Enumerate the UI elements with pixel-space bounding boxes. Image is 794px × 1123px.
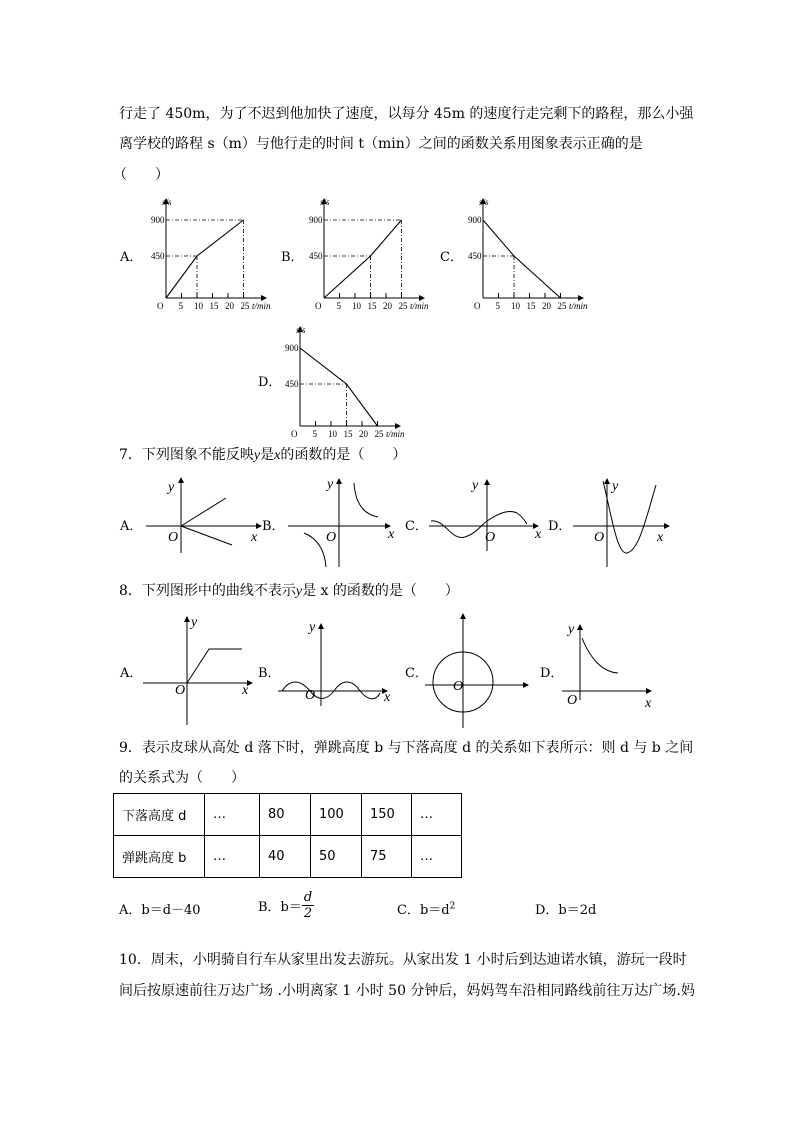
table-cell: … <box>412 794 462 836</box>
q8-option-c-label: C． <box>405 666 428 681</box>
y-tick-900: 900 <box>151 215 165 225</box>
q6-graph-b <box>308 190 448 320</box>
q8-graph-c <box>425 610 540 730</box>
distance-time-line <box>166 220 244 298</box>
origin-label: O <box>485 530 496 545</box>
table-cell: 75 <box>362 836 412 878</box>
y-tick-450: 450 <box>151 251 165 261</box>
x-tick-label: 25 <box>398 301 408 311</box>
origin-label: O <box>326 530 337 545</box>
x-tick-label: 5 <box>178 301 183 311</box>
q7-graph-b <box>282 475 407 570</box>
y-axis-arrow <box>460 613 466 619</box>
q6-line-3: （ ） <box>113 167 169 183</box>
table-cell: 下落高度 d <box>114 794 205 836</box>
y-tick-450: 450 <box>468 251 482 261</box>
q10-line-2: 间后按原速前往万达广场 .小明离家 1 小时 50 分钟后，妈妈驾车沿相同路线前往万达广场.妈 <box>119 983 695 999</box>
origin-label: O <box>175 683 186 698</box>
origin-label: O <box>291 429 298 439</box>
y-axis-label: y <box>327 477 334 492</box>
q6-option-b-label: B． <box>281 250 304 265</box>
y-axis-label: y <box>472 478 479 493</box>
q9-answer-d: D．b＝2d <box>535 903 597 918</box>
q8-graph-b <box>278 613 398 708</box>
y-axis-arrow <box>484 479 490 485</box>
fraction-numerator: d <box>303 890 313 905</box>
table-cell: 40 <box>260 836 311 878</box>
q6-graph-c <box>467 190 607 320</box>
q6-graph-a <box>150 190 290 320</box>
q7-graph-c <box>425 475 555 555</box>
y-axis-arrow <box>184 616 190 622</box>
curve <box>603 481 656 553</box>
q6-option-d-label: D． <box>258 375 282 390</box>
x-tick-label: 20 <box>225 301 234 311</box>
origin-label: O <box>168 530 179 545</box>
y-axis-arrow <box>336 478 342 484</box>
x-axis-label: x <box>388 527 395 542</box>
origin-label: O <box>315 301 322 311</box>
curve <box>582 638 618 673</box>
y-axis-label: y <box>191 615 198 630</box>
q6-option-c-label: C． <box>440 250 463 265</box>
x-axis-arrow <box>523 682 529 688</box>
x-tick-label: 5 <box>312 429 317 439</box>
table-cell: … <box>412 836 462 878</box>
y-axis-label: s/s <box>162 197 172 207</box>
q9-answer-b-prefix: B．b＝ <box>258 900 302 915</box>
q6-line-2: 离学校的路程 s（m）与他行走的时间 t（min）之间的函数关系用图象表示正确的是 <box>119 136 643 152</box>
x-tick-label: 10 <box>194 301 203 311</box>
table-cell: 100 <box>311 794 362 836</box>
q9-answer-c-exponent: 2 <box>449 901 456 912</box>
y-tick-450: 450 <box>285 379 299 389</box>
curve <box>282 682 380 699</box>
distance-time-line <box>300 348 378 426</box>
table-row <box>114 836 462 878</box>
q7-stem <box>119 446 406 465</box>
y-axis-arrow <box>178 477 184 483</box>
q6-graph-d <box>284 318 424 443</box>
q8-graph-a <box>143 613 258 728</box>
x-tick-label: 15 <box>526 301 536 311</box>
curve-upper-branch <box>354 483 378 517</box>
x-tick-label: 20 <box>359 429 368 439</box>
origin-label: O <box>157 301 164 311</box>
x-axis-label: t/min <box>252 301 271 311</box>
x-tick-label: 15 <box>209 301 219 311</box>
q9-answer-b-fraction <box>302 890 314 921</box>
q7-graph-d <box>569 475 679 570</box>
distance-time-line <box>324 220 402 298</box>
q9-answer-c <box>397 899 455 918</box>
x-axis-label: x <box>251 530 258 545</box>
y-axis-label: y <box>568 622 575 637</box>
curve-lower-branch <box>304 533 326 567</box>
x-axis-label: x <box>535 527 542 542</box>
curve <box>431 511 527 537</box>
x-axis-arrow <box>646 688 652 694</box>
y-axis-label: s/s <box>320 197 330 207</box>
q9-answer-b <box>258 890 314 921</box>
x-tick-label: 10 <box>328 429 337 439</box>
x-axis-arrow <box>664 523 670 529</box>
table-cell: … <box>205 836 260 878</box>
x-tick-label: 15 <box>367 301 377 311</box>
x-tick-label: 20 <box>542 301 551 311</box>
x-axis-arrow <box>256 523 262 529</box>
q7-option-a-label: A． <box>120 519 143 534</box>
table-row <box>114 794 462 836</box>
table-cell: 150 <box>362 794 412 836</box>
x-tick-label: 10 <box>352 301 361 311</box>
x-tick-label: 25 <box>240 301 250 311</box>
origin-label: O <box>474 301 481 311</box>
table-cell: 50 <box>311 836 362 878</box>
y-axis-label: y <box>309 620 316 635</box>
y-axis-arrow <box>577 624 583 630</box>
x-tick-label: 25 <box>374 429 384 439</box>
origin-label: O <box>567 693 578 708</box>
q7-graph-a <box>140 475 265 555</box>
q9-table <box>113 793 462 878</box>
q8-option-d-label: D． <box>540 666 564 681</box>
x-tick-label: 15 <box>343 429 353 439</box>
y-tick-900: 900 <box>468 215 482 225</box>
q7-stem-a: 7．下列图象不能反映 <box>119 447 254 463</box>
q6-line-1: 行走了 450m，为了不迟到他加快了速度，以每分 45m 的速度行走完剩下的路程，那么小强 <box>119 106 694 122</box>
origin-label: O <box>594 530 605 545</box>
y-axis-label: y <box>612 479 619 494</box>
y-axis-label: s/s <box>479 197 489 207</box>
q9-answer-c-prefix: C．b＝d <box>397 903 450 918</box>
curve <box>187 649 242 683</box>
y-axis-label: y <box>168 480 175 495</box>
x-tick-label: 25 <box>557 301 567 311</box>
x-tick-label: 10 <box>511 301 520 311</box>
q8-graph-d <box>560 618 665 713</box>
y-tick-450: 450 <box>309 251 323 261</box>
y-tick-900: 900 <box>309 215 323 225</box>
x-axis-label: t/min <box>386 429 405 439</box>
q9-answer-a: A．b＝d－40 <box>119 903 201 918</box>
x-axis-label: t/min <box>569 301 588 311</box>
q8-stem-a: 8．下列图形中的曲线不表示 <box>119 583 296 599</box>
table-cell: 弹跳高度 b <box>114 836 205 878</box>
q8-option-b-label: B． <box>258 666 281 681</box>
q9-line-2: 的关系式为（ ） <box>119 770 245 786</box>
q7-var-x: x <box>274 448 281 463</box>
q6-option-a-label: A． <box>120 250 143 265</box>
q10-line-1: 10．周末，小明骑自行车从家里出发去游玩。从家出发 1 小时后到达迪诺水镇，游玩一段时 <box>119 952 687 968</box>
q8-var-y: y <box>295 584 303 599</box>
q7-option-c-label: C． <box>405 519 428 534</box>
x-axis-label: x <box>657 530 664 545</box>
q7-option-d-label: D． <box>548 519 572 534</box>
q7-stem-c: 的函数的是（ ） <box>280 447 407 463</box>
q7-option-b-label: B． <box>262 519 285 534</box>
q9-line-1: 9．表示皮球从高处 d 落下时，弹跳高度 b 与下落高度 d 的关系如下表所示：则 d 与 b 之间 <box>119 740 694 756</box>
x-axis-label: x <box>645 696 652 711</box>
x-tick-label: 5 <box>336 301 341 311</box>
y-axis-arrow <box>604 478 610 484</box>
q7-var-y: y <box>253 448 261 463</box>
x-axis-label: x <box>384 690 391 705</box>
table-cell: 80 <box>260 794 311 836</box>
y-tick-900: 900 <box>285 343 299 353</box>
q8-option-a-label: A． <box>120 666 143 681</box>
origin-label: O <box>305 688 316 703</box>
x-tick-label: 5 <box>495 301 500 311</box>
curve-upper-ray <box>181 498 226 526</box>
x-tick-label: 20 <box>383 301 392 311</box>
fraction-denominator: 2 <box>303 906 313 921</box>
q8-stem <box>119 582 459 601</box>
distance-time-line <box>483 220 561 298</box>
x-axis-label: x <box>242 683 249 698</box>
q7-stem-b: 是 <box>260 447 275 463</box>
q8-stem-b: 是 x 的函数的是（ ） <box>302 583 459 599</box>
y-axis-arrow <box>318 623 324 629</box>
x-axis-label: t/min <box>410 301 429 311</box>
table-cell: … <box>205 794 260 836</box>
y-axis-label: s/s <box>296 325 306 335</box>
origin-label: O <box>453 679 464 694</box>
curve-lower-ray <box>181 526 232 545</box>
